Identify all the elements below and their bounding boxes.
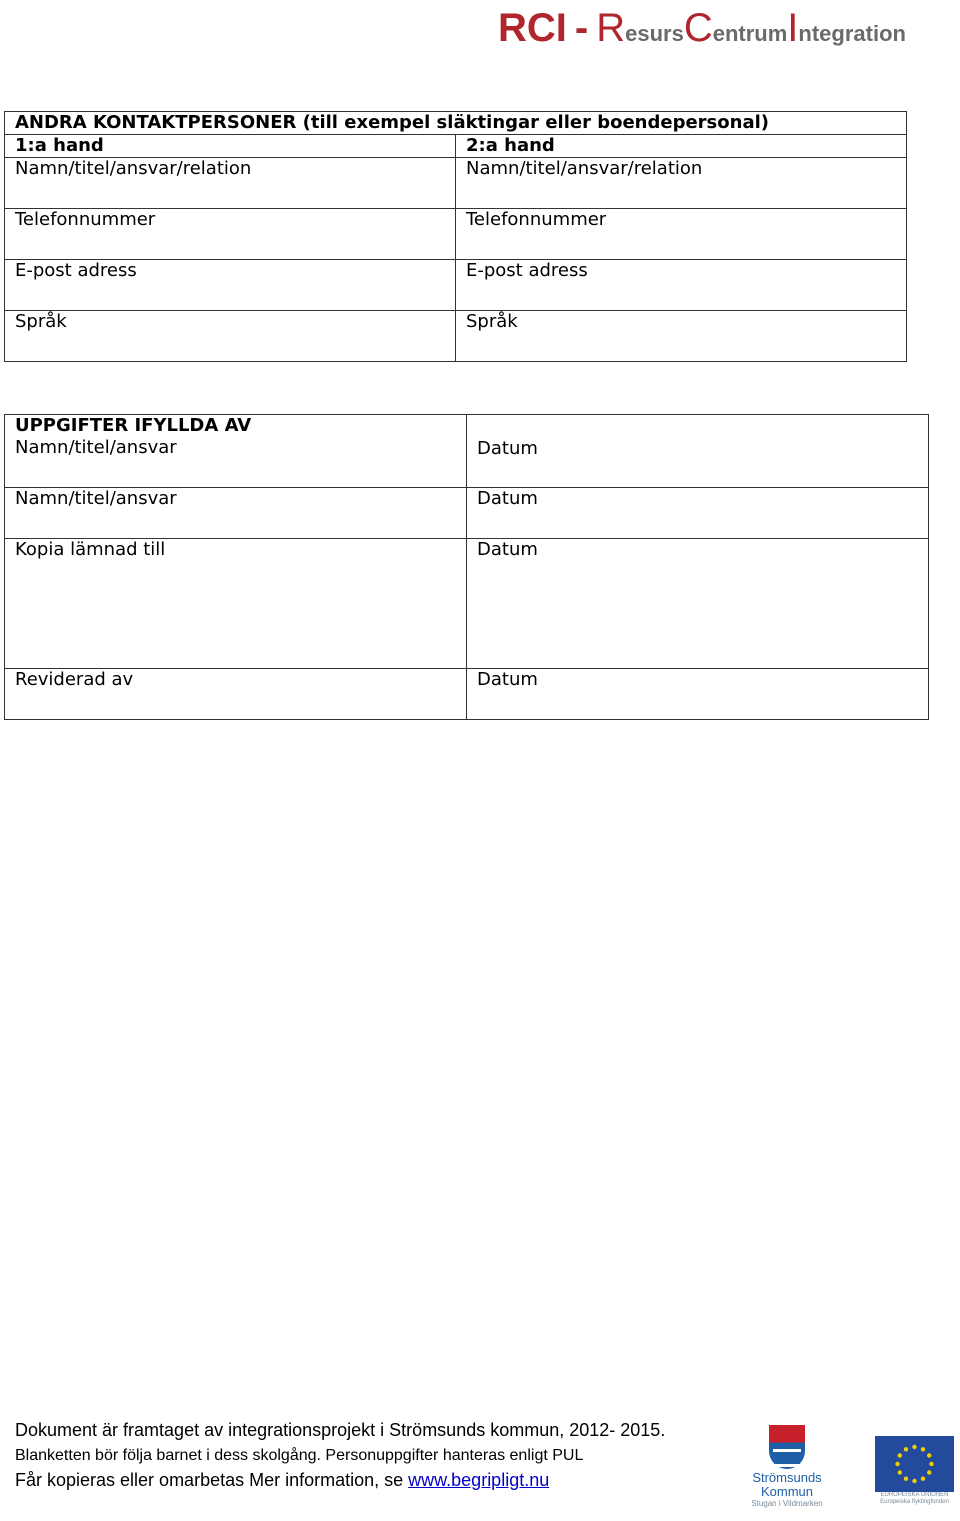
eu-star <box>898 1470 902 1474</box>
eu-star <box>921 1447 925 1451</box>
eu-star <box>904 1477 908 1481</box>
logo-entrum: entrum <box>712 21 788 46</box>
eu-caption-2: Europeiska flyktingfonden <box>880 1499 949 1505</box>
filled-by-date-field-2[interactable]: Datum <box>467 488 929 539</box>
logo-ntegration: ntegration <box>798 21 906 46</box>
col2-heading: 2:a hand <box>456 135 907 158</box>
contact1-phone-field[interactable]: Telefonnummer <box>5 209 456 260</box>
filled-by-table <box>4 414 929 720</box>
revised-date-field[interactable]: Datum <box>467 669 929 720</box>
eu-star <box>898 1453 902 1457</box>
stromsunds-kommun-logo <box>748 1425 826 1517</box>
eu-caption-1: EUROPEISKA UNIONEN <box>880 1492 949 1498</box>
kommun-tagline: Stugan i Vildmarken <box>751 1499 823 1508</box>
eu-star <box>927 1453 931 1457</box>
contact2-phone-field[interactable]: Telefonnummer <box>456 209 907 260</box>
eu-logo <box>875 1436 954 1508</box>
eu-star <box>921 1477 925 1481</box>
contacts-title: ANDRA KONTAKTPERSONER (till exempel släktingar eller boendepersonal) <box>5 112 907 135</box>
logo-dash: - <box>574 6 589 50</box>
eu-stars-icon <box>875 1436 954 1492</box>
contact1-language-field[interactable]: Språk <box>5 311 456 362</box>
eu-star <box>912 1479 916 1483</box>
kommun-name-2: Kommun <box>760 1484 814 1499</box>
contact1-name-field[interactable]: Namn/titel/ansvar/relation <box>5 158 456 209</box>
revised-by-field[interactable]: Reviderad av <box>5 669 467 720</box>
filled-by-date-field-1[interactable]: Datum <box>467 415 929 488</box>
logo-esurs: esurs <box>625 21 684 46</box>
eu-star <box>927 1470 931 1474</box>
copy-given-to-field[interactable]: Kopia lämnad till <box>5 539 467 669</box>
logo-i: I <box>787 6 799 50</box>
filled-by-name-field-2[interactable]: Namn/titel/ansvar <box>5 488 467 539</box>
contact2-name-field[interactable]: Namn/titel/ansvar/relation <box>456 158 907 209</box>
eu-flag-icon <box>875 1436 954 1492</box>
eu-star <box>929 1462 933 1466</box>
contacts-table <box>4 111 907 362</box>
contact1-email-field[interactable]: E-post adress <box>5 260 456 311</box>
contact2-email-field[interactable]: E-post adress <box>456 260 907 311</box>
eu-star <box>912 1445 916 1449</box>
kommun-shield-icon <box>769 1425 805 1469</box>
footer-line-3 <box>15 1470 549 1491</box>
footer-line-3-text: Får kopieras eller omarbetas Mer information, se <box>15 1470 409 1490</box>
filled-by-name-label-1: Namn/titel/ansvar <box>15 437 177 458</box>
logo-r: R <box>596 6 626 50</box>
contact2-language-field[interactable]: Språk <box>456 311 907 362</box>
rci-logo <box>498 6 906 52</box>
filled-by-title: UPPGIFTER IFYLLDA AV <box>15 415 252 436</box>
eu-star <box>895 1462 899 1466</box>
filled-by-cell-1[interactable] <box>5 415 467 488</box>
col1-heading: 1:a hand <box>5 135 456 158</box>
logo-c: C <box>683 6 713 50</box>
eu-star <box>904 1447 908 1451</box>
website-link[interactable]: www.begripligt.nu <box>408 1470 550 1490</box>
footer-line-2: Blanketten bör följa barnet i dess skolgång. Personuppgifter hanteras enligt PUL <box>15 1447 584 1464</box>
logo-rci: RCI <box>498 6 567 50</box>
kommun-name-1: Strömsunds <box>752 1470 822 1485</box>
copy-date-field[interactable]: Datum <box>467 539 929 669</box>
footer-line-1: Dokument är framtaget av integrationsprojekt i Strömsunds kommun, 2012- 2015. <box>15 1420 666 1440</box>
